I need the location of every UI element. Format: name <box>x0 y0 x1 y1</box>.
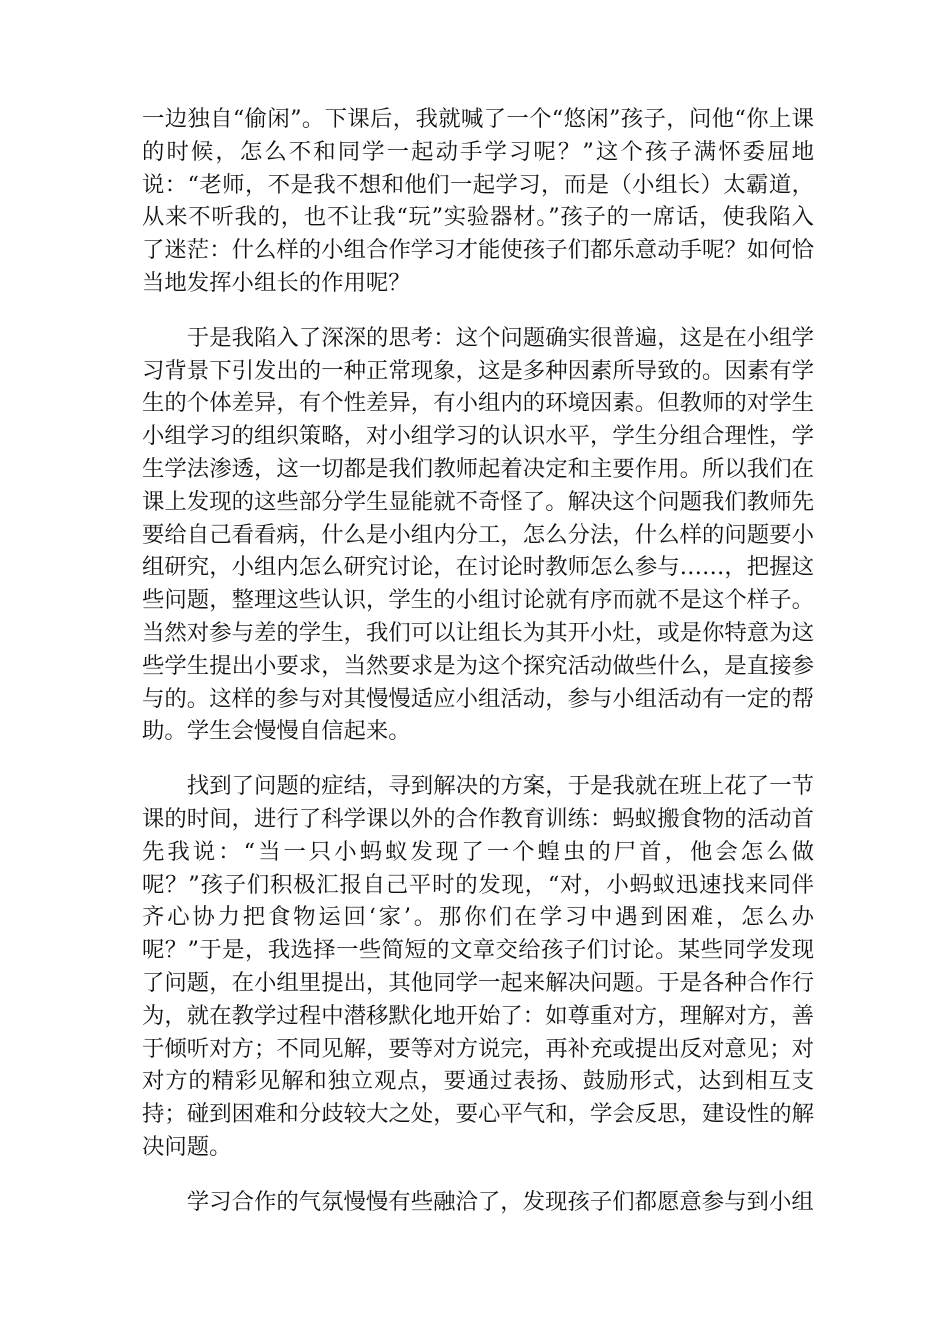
paragraph-1: 一边独自“偷闲”。下课后，我就喊了一个“悠闲”孩子，问他“你上课的时候，怎么不和同学一起动手学习呢？”这个孩子满怀委屈地说：“老师，不是我不想和他们一起学习，而是（小组长）太霸道，从来不听我的，也不让我“玩”实验器材。”孩子的一席话，使我陷入了迷茫：什么样的小组合作学习才能使孩子们都乐意动手呢？如何恰当地发挥小组长的作用呢？ <box>142 106 814 296</box>
paragraph-4: 学习合作的气氛慢慢有些融洽了，发现孩子们都愿意参与到小组 <box>186 1188 814 1215</box>
paragraph-2: 于是我陷入了深深的思考：这个问题确实很普遍，这是在小组学习背景下引发出的一种正常现象，这是多种因素所导致的。因素有学生的个体差异，有个性差异，有小组内的环境因素。但教师的对学生小组学习的组织策略，对小组学习的认识水平，学生分组合理性，学生学法渗透，这一切都是我们教师起着决定和主要作用。所以我们在课上发现的这些部分学生显能就不奇怪了。解决这个问题我们教师先要给自己看看病，什么是小组内分工，怎么分法，什么样的问题要小组研究，小组内怎么研究讨论，在讨论时教师怎么参与……，把握这些问题，整理这些认识，学生的小组讨论就有序而就不是这个样子。当然对参与差的学生，我们可以让组长为其开小灶，或是你特意为这些学生提出小要求，当然要求是为这个探究活动做些什么，是直接参与的。这样的参与对其慢慢适应小组活动，参与小组活动有一定的帮助。学生会慢慢自信起来。 <box>142 324 814 745</box>
document-page <box>142 103 814 1241</box>
paragraph-3: 找到了问题的症结，寻到解决的方案，于是我就在班上花了一节课的时间，进行了科学课以外的合作教育训练：蚂蚁搬食物的活动首先我说：“当一只小蚂蚁发现了一个蝗虫的尸首，他会怎么做呢？”孩子们积极汇报自己平时的发现，“对，小蚂蚁迅速找来同伴齐心协力把食物运回‘家’。那你们在学习中遇到困难，怎么办呢？”于是，我选择一些简短的文章交给孩子们讨论。某些同学发现了问题，在小组里提出，其他同学一起来解决问题。于是各种合作行为，就在教学过程中潜移默化地开始了：如尊重对方，理解对方，善于倾听对方；不同见解，要等对方说完，再补充或提出反对意见；对对方的精彩见解和独立观点，要通过表扬、鼓励形式，达到相互支持；碰到困难和分歧较大之处，要心平气和，学会反思，建设性的解决问题。 <box>142 773 814 1160</box>
